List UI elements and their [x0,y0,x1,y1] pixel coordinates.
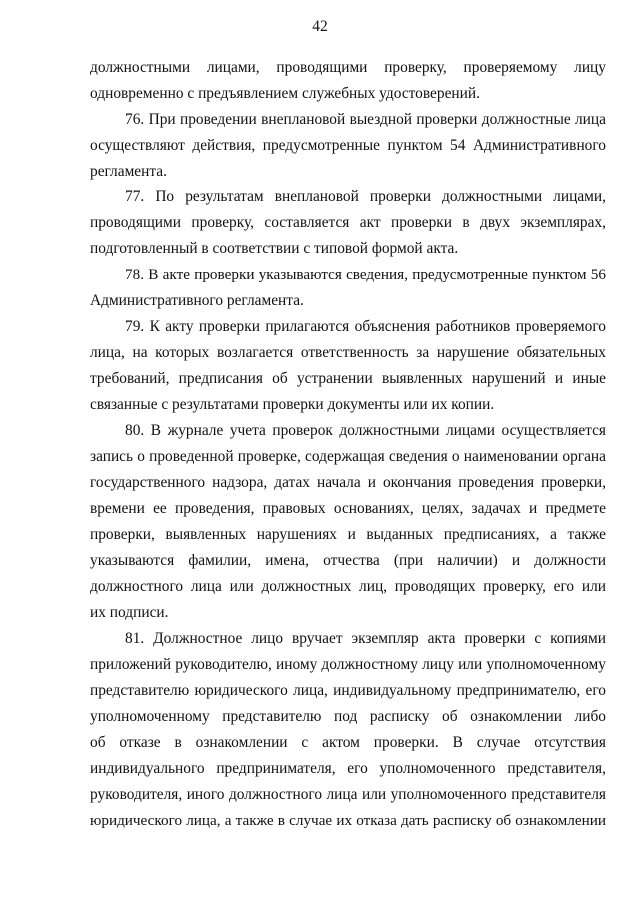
text-line: Административного регламента. [90,292,304,309]
paragraph-77 [90,184,606,262]
text-line: 78. В акте проверки указываются сведения, предусмотренные пунктом 56 [125,266,606,283]
paragraph-76 [90,107,606,185]
text-line: об отказе в ознакомлении с актом проверки. В случае отсутствия [90,734,606,751]
text-line: времени ее проведения, правовых основаниях, целях, задачах и предмете [90,500,606,517]
text-line: 76. При проведении внеплановой выездной проверки должностные лица [125,111,606,128]
text-line: юридического лица, а также в случае их отказа дать расписку об ознакомлении [90,812,606,829]
text-line: руководителя, иного должностного лица или уполномоченного представителя [90,786,606,803]
text-line: 81. Должностное лицо вручает экземпляр акта проверки с копиями [125,630,606,647]
text-line: регламента. [90,163,167,180]
paragraph-79 [90,314,606,418]
text-line: осуществляют действия, предусмотренные пунктом 54 Административного [90,137,606,154]
text-line: представителю юридического лица, индивидуальному предпринимателю, его [90,682,606,699]
text-line: уполномоченному представителю под расписку об ознакомлении либо [90,708,606,725]
text-line: одновременно с предъявлением служебных удостоверений. [90,85,480,102]
text-line: связанные с результатами проверки документы или их копии. [90,396,495,413]
paragraph-continuation [90,55,606,107]
paragraph-78 [90,262,606,314]
text-line: проводящими проверку, составляется акт проверки в двух экземплярах, [90,214,606,231]
text-line: должностными лицами, проводящими проверку, проверяемому лицу [90,59,606,76]
text-line: подготовленный в соответствии с типовой формой акта. [90,240,459,257]
paragraph-81 [90,626,606,834]
text-line: 77. По результатам внеплановой проверки должностными лицами, [125,188,606,205]
text-line: государственного надзора, датах начала и окончания проведения проверки, [90,474,606,491]
page-number: 42 [312,18,328,35]
text-line: проверки, выявленных нарушениях и выданных предписаниях, а также [90,526,606,543]
text-line: запись о проведенной проверке, содержащая сведения о наименовании органа [90,448,606,465]
text-line: должностного лица или должностных лиц, проводящих проверку, его или [90,578,606,595]
text-line: их подписи. [90,604,169,621]
text-line: приложений руководителю, иному должностному лицу или уполномоченному [90,656,606,673]
text-line: лица, на которых возлагается ответственность за нарушение обязательных [90,344,606,361]
text-line: 79. К акту проверки прилагаются объяснения работников проверяемого [125,318,606,335]
text-line: индивидуального предпринимателя, его уполномоченного представителя, [90,760,606,777]
text-line: 80. В журнале учета проверок должностными лицами осуществляется [125,422,606,439]
text-line: требований, предписания об устранении выявленных нарушений и иные [90,370,606,387]
paragraph-80 [90,418,606,626]
text-line: указываются фамилии, имена, отчества (при наличии) и должности [90,552,606,569]
